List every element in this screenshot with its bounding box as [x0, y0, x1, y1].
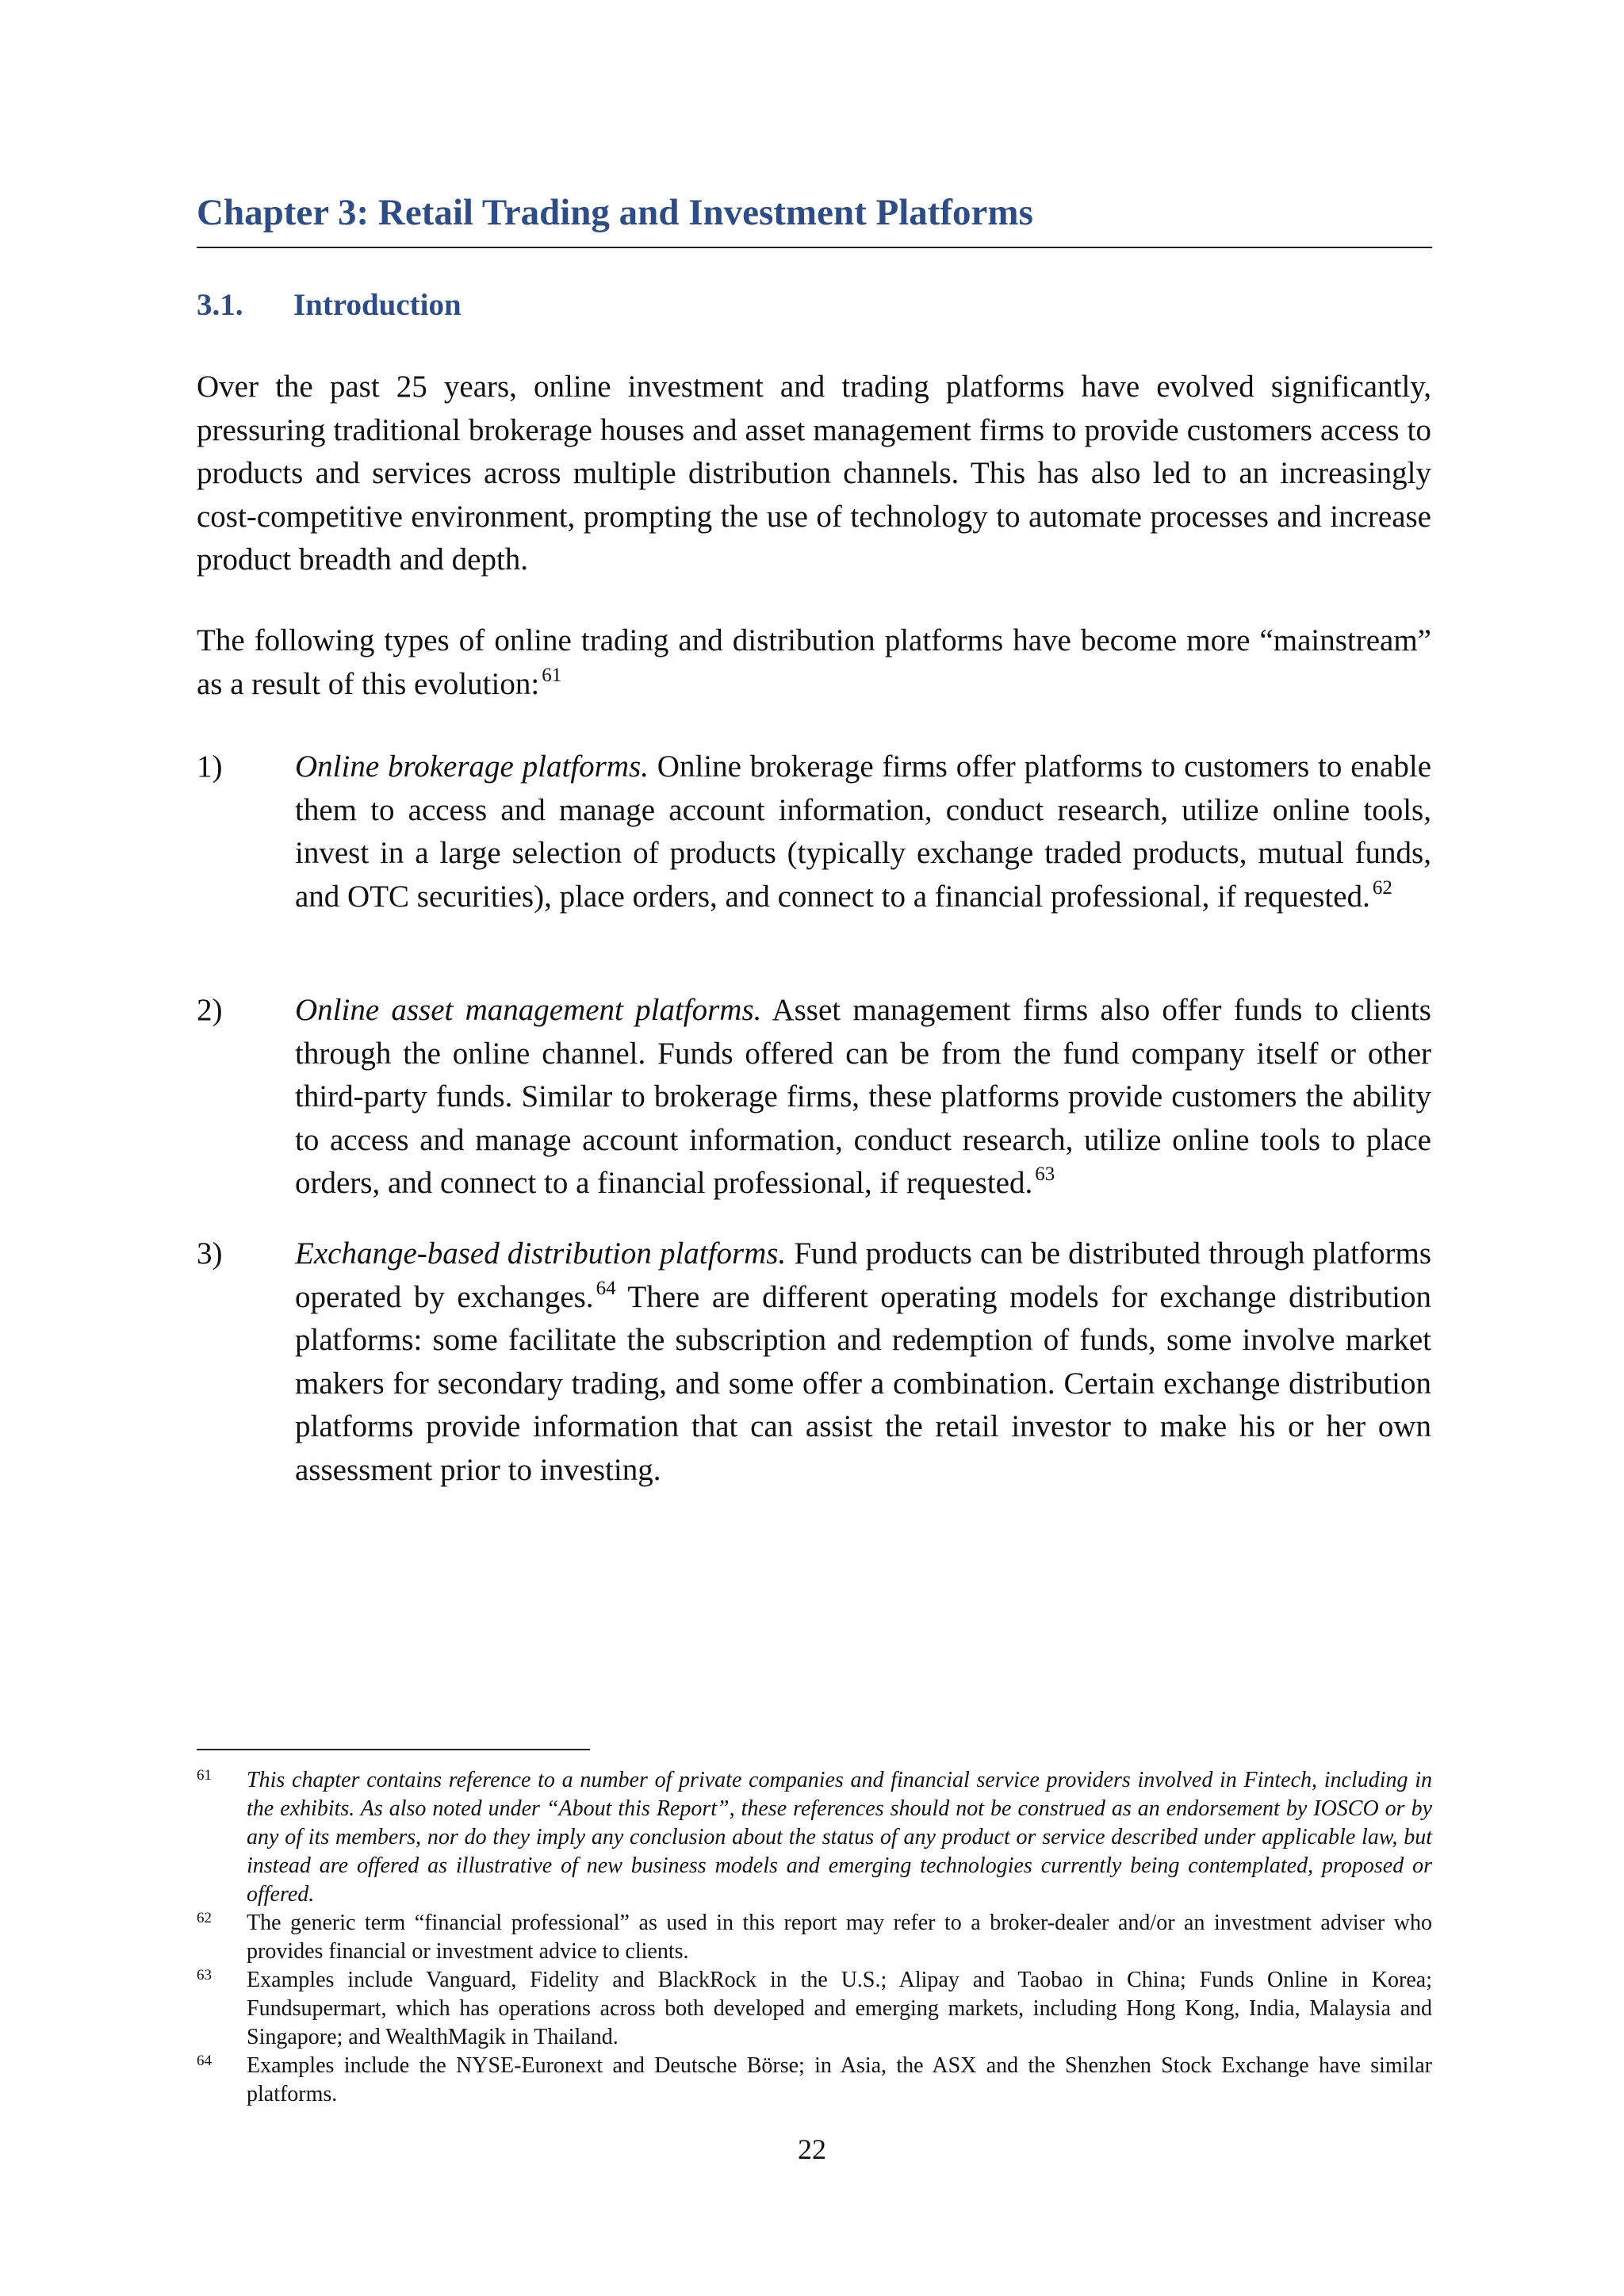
platform-types-paragraph-text: The following types of online trading and distribution platforms have become more “mainstream” as a result of this evolution: — [197, 623, 1431, 701]
list-item-text: Online brokerage firms offer platforms to customers to enable them to access and manage account information, conduct research, utilize online tools, invest in a large selection of products (typically exchange traded products, mutual funds, and OTC securities), place orders, and connect to a financial professional, if requested. — [295, 749, 1431, 914]
footnote-61 — [197, 1766, 1432, 1909]
intro-paragraph — [197, 366, 1431, 582]
list-item-brokerage — [197, 746, 1431, 918]
footnotes — [197, 1766, 1432, 2109]
footnote-64 — [197, 2052, 1432, 2109]
list-item-text: Asset management firms also offer funds to clients through the online channel. Funds offered can be from the fund company itself or other third-party funds. Similar to brokerage firms, these platforms provide customers the ability to access and manage account information, conduct research, utilize online tools to place orders, and connect to a financial professional, if requested. — [295, 993, 1431, 1200]
footnote-62 — [197, 1909, 1432, 1966]
footnote-number: 62 — [197, 1910, 212, 1926]
section-title: Introduction — [293, 288, 462, 322]
list-item-exchange-based — [197, 1232, 1431, 1492]
intro-paragraph-text: Over the past 25 years, online investment and trading platforms have evolved significantly, pressuring traditional brokerage houses and asset management firms to provide customers access to products and services across multiple distribution channels. This has also led to an increasingly cost-competitive environment, prompting the use of technology to automate processes and increase product breadth and depth. — [197, 370, 1431, 577]
footnote-ref-61[interactable]: 61 — [542, 664, 562, 686]
chapter-title-rule — [197, 247, 1432, 248]
list-item-body — [295, 989, 1431, 1205]
list-item-text: Fund products can be distributed through platforms operated by exchanges. — [295, 1236, 1431, 1314]
footnote-ref-62[interactable]: 62 — [1372, 876, 1392, 899]
footnote-ref-64[interactable]: 64 — [596, 1277, 616, 1299]
footnote-number: 61 — [197, 1767, 212, 1784]
footnote-text: Examples include Vanguard, Fidelity and BlackRock in the U.S.; Alipay and Taobao in China; Funds Online in Korea; Fundsupermart, which has operations across both developed and emerging markets, including Hong Kong, India, Malaysia and Singapore; and WealthMagik in Thailand. — [247, 1968, 1432, 2049]
footnote-text: This chapter contains reference to a number of private companies and financial service providers involved in Fintech, including in the exhibits. As also noted under “About this Report”, these references should not be construed as an endorsement by IOSCO or by any of its members, nor do they imply any conclusion about the status of any product or service described under applicable law, but instead are offered as illustrative of new business models and emerging technologies currently being contemplated, proposed or offered. — [247, 1768, 1432, 1907]
list-item-lead: Online brokerage platforms. — [295, 749, 649, 784]
footnote-63 — [197, 1966, 1432, 2052]
chapter-title: Chapter 3: Retail Trading and Investment Platforms — [197, 192, 1033, 233]
footnote-number: 63 — [197, 1967, 212, 1984]
footnote-number: 64 — [197, 2053, 212, 2069]
footnote-text: The generic term “financial professional” as used in this report may refer to a broker-dealer and/or an investment adviser who provides financial or investment advice to clients. — [247, 1911, 1432, 1964]
list-item-body — [295, 1232, 1431, 1492]
footnote-ref-63[interactable]: 63 — [1035, 1163, 1055, 1185]
list-number: 1) — [197, 749, 223, 784]
platform-types-paragraph — [197, 619, 1431, 706]
section-number: 3.1. — [197, 288, 243, 322]
list-item-lead: Exchange-based distribution platforms. — [295, 1236, 787, 1271]
list-item-asset-management — [197, 989, 1431, 1205]
list-number: 3) — [197, 1236, 223, 1271]
list-item-body — [295, 746, 1431, 918]
list-number: 2) — [197, 993, 223, 1027]
list-item-lead: Online asset management platforms. — [295, 993, 762, 1027]
section-heading — [197, 287, 462, 324]
page-number: 22 — [798, 2133, 826, 2165]
footnote-text: Examples include the NYSE-Euronext and Deutsche Börse; in Asia, the ASX and the Shenzhen Stock Exchange have similar platforms. — [247, 2053, 1432, 2106]
list-item-text-continued: There are different operating models for exchange distribution platforms: some facilitate the subscription and redemption of funds, some involve market makers for secondary trading, and some offer a combination. Certain exchange distribution platforms provide information that can assist the retail investor to make his or her own assessment prior to investing. — [295, 1279, 1431, 1487]
footnote-separator — [197, 1749, 590, 1750]
